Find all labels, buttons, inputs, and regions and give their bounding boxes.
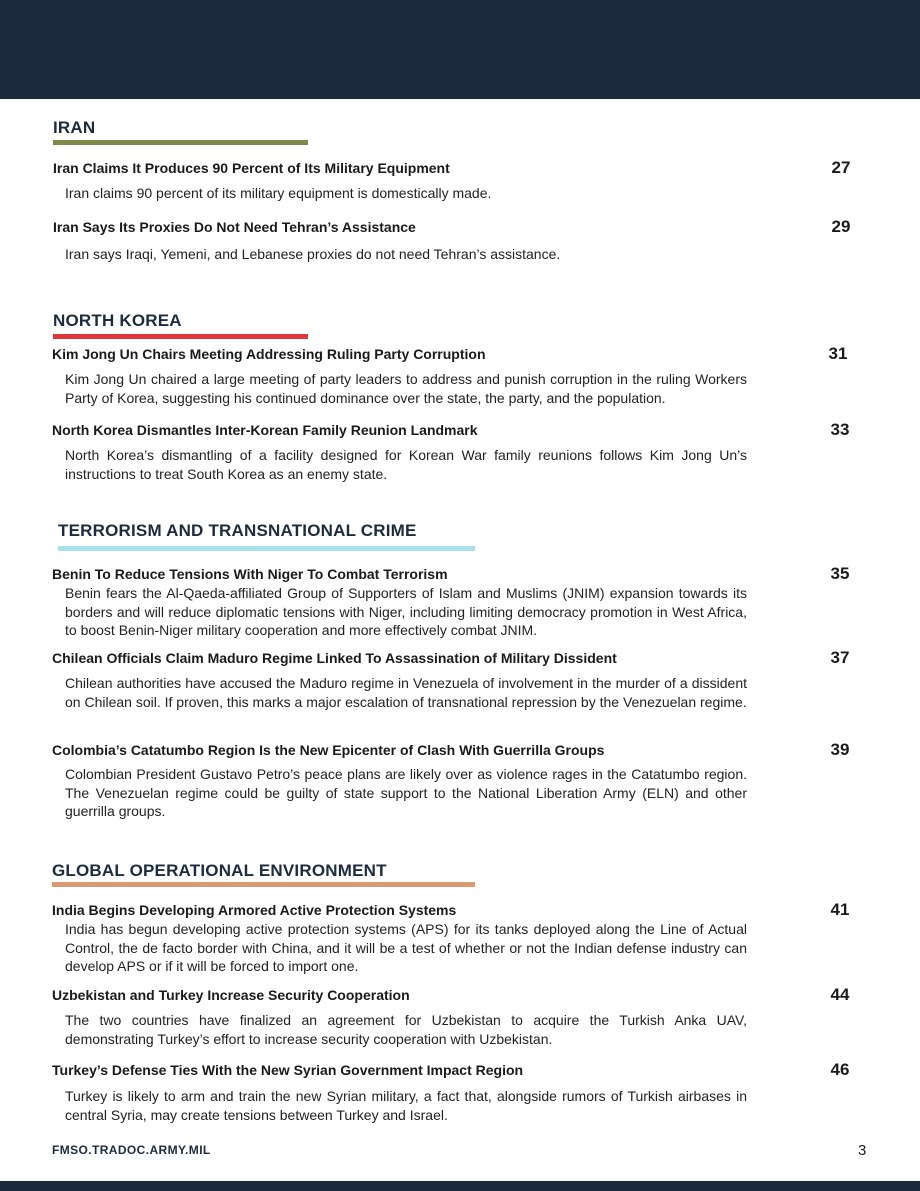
- entry-summary: Benin fears the Al-Qaeda-affiliated Group of Supporters of Islam and Muslims (JNIM) expansion towards its borders and will reduce diplomatic tensions with Niger, including limiting democracy promotion in West Africa, to boost Benin-Niger military cooperation and more effectively combat JNIM.: [65, 585, 747, 638]
- section-title: GLOBAL OPERATIONAL ENVIRONMENT: [52, 861, 387, 880]
- entry-title[interactable]: North Korea Dismantles Inter-Korean Family Reunion Landmark: [52, 422, 478, 438]
- section-title: IRAN: [53, 118, 96, 137]
- entry-title[interactable]: India Begins Developing Armored Active Protection Systems: [52, 902, 457, 918]
- entry-page-number[interactable]: 33: [830, 420, 850, 439]
- section-title: NORTH KOREA: [53, 311, 182, 330]
- entry-page-number[interactable]: 39: [830, 740, 850, 759]
- entry-summary: Iran says Iraqi, Yemeni, and Lebanese proxies do not need Tehran’s assistance.: [65, 246, 561, 262]
- entry-page-number[interactable]: 41: [830, 900, 850, 919]
- entry-title[interactable]: Uzbekistan and Turkey Increase Security Cooperation: [52, 987, 410, 1003]
- entry-title[interactable]: Turkey’s Defense Ties With the New Syrian Government Impact Region: [52, 1062, 524, 1078]
- section-title: TERRORISM AND TRANSNATIONAL CRIME: [58, 521, 417, 540]
- entry-summary: Iran claims 90 percent of its military equipment is domestically made.: [65, 185, 492, 201]
- entry-summary: The two countries have finalized an agreement for Uzbekistan to acquire the Turkish Anka UAV, demonstrating Turkey’s effort to increase security cooperation with Uzbekistan.: [65, 1012, 747, 1047]
- entry-summary: Kim Jong Un chaired a large meeting of party leaders to address and punish corruption in the ruling Workers Party of Korea, suggesting his continued dominance over the state, the party, and the population.: [65, 371, 747, 406]
- section-underline: [53, 140, 308, 145]
- entry-page-number[interactable]: 29: [831, 217, 851, 236]
- entry-title[interactable]: Kim Jong Un Chairs Meeting Addressing Ruling Party Corruption: [52, 346, 486, 362]
- entry-summary: India has begun developing active protection systems (APS) for its tanks deployed along the Line of Actual Control, the de facto border with China, and it will be a test of whether or not the Indian defense industry can develop APS or if it will be forced to import one.: [65, 921, 747, 974]
- section-underline: [58, 546, 475, 551]
- entry-title[interactable]: Iran Says Its Proxies Do Not Need Tehran’s Assistance: [53, 219, 416, 235]
- footer-url-link[interactable]: FMSO.TRADOC.ARMY.MIL: [52, 1143, 211, 1157]
- page-number: 3: [858, 1142, 867, 1159]
- entry-page-number[interactable]: 46: [830, 1060, 850, 1079]
- entry-title[interactable]: Iran Claims It Produces 90 Percent of Its Military Equipment: [53, 160, 450, 176]
- entry-page-number[interactable]: 31: [828, 344, 848, 363]
- entry-title[interactable]: Colombia’s Catatumbo Region Is the New Epicenter of Clash With Guerrilla Groups: [52, 742, 605, 758]
- footer-band: [0, 1181, 920, 1191]
- entry-page-number[interactable]: 37: [830, 648, 850, 667]
- header-band: [0, 0, 920, 99]
- section-underline: [53, 334, 308, 339]
- entry-title[interactable]: Benin To Reduce Tensions With Niger To Combat Terrorism: [52, 566, 448, 582]
- entry-summary: North Korea’s dismantling of a facility designed for Korean War family reunions follows Kim Jong Un’s instructions to treat South Korea as an enemy state.: [65, 447, 747, 482]
- entry-summary: Colombian President Gustavo Petro’s peace plans are likely over as violence rages in the Catatumbo region. The Venezuelan regime could be guilty of state support to the National Liberation Army (ELN) and other guerrilla groups.: [65, 766, 747, 819]
- entry-title[interactable]: Chilean Officials Claim Maduro Regime Linked To Assassination of Military Dissident: [52, 650, 617, 666]
- entry-summary: Chilean authorities have accused the Maduro regime in Venezuela of involvement in the murder of a dissident on Chilean soil. If proven, this marks a major escalation of transnational repression by the Venezuelan regime.: [65, 675, 747, 710]
- entry-page-number[interactable]: 44: [830, 985, 850, 1004]
- entry-summary: Turkey is likely to arm and train the new Syrian military, a fact that, alongside rumors of Turkish airbases in central Syria, may create tensions between Turkey and Israel.: [65, 1088, 747, 1123]
- entry-page-number[interactable]: 35: [830, 564, 850, 583]
- entry-page-number[interactable]: 27: [831, 158, 851, 177]
- section-underline: [52, 882, 475, 887]
